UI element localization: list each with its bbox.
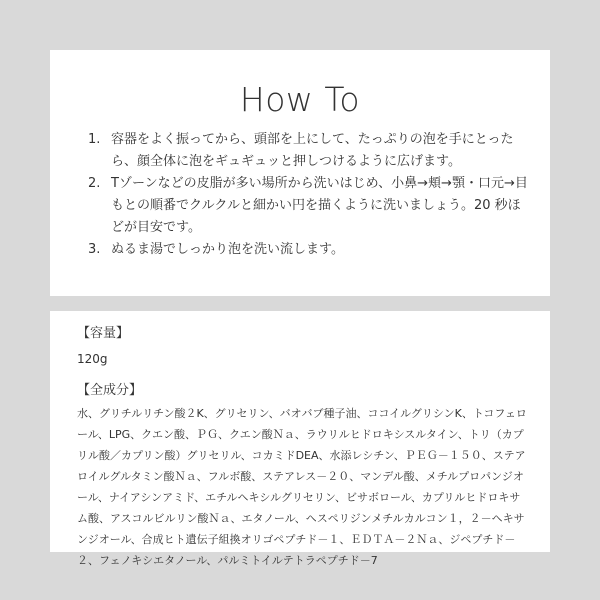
capacity-value: 120g: [77, 352, 108, 366]
step-text: 容器をよく振ってから、頭部を上にして、たっぷりの泡を手にとったら、顔全体に泡をギュギュッと押しつけるように広げます。: [111, 132, 514, 169]
steps-list: [88, 129, 528, 261]
step-item: [88, 129, 528, 173]
ingredients-text: 水、グリチルリチン酸２K、グリセリン、バオバブ種子油、ココイルグリシンK、トコフェロール、LPG、クエン酸、ＰＧ、クエン酸Ｎａ、ラウリルヒドロキシスルタイン、トリ（カプリル酸／カプリン酸）グリセリル、コカミドDEA、水添レシチン、ＰＥＧ－１５０、ステアロイルグルタミン酸Ｎａ、フルボ酸、ステアレス－２０、マンデル酸、メチルプロパンジオール、ナイアシンアミド、エチルヘキシルグリセリン、ビサボロール、カプリルヒドロキサム酸、アスコルビルリン酸Ｎａ、エタノール、ヘスペリジンメチルカルコン１，２－ヘキサンジオール、合成ヒト遺伝子組換オリゴペプチド－１、ＥＤＴＡ－２Ｎａ、ジペプチド－２、フェノキシエタノール、パルミトイルテトラペプチド－7: [77, 407, 527, 567]
product-info-card: [50, 311, 550, 567]
ingredients-label: 【全成分】: [77, 383, 143, 398]
step-number: 2.: [88, 176, 101, 191]
step-item: [88, 173, 528, 239]
step-number: 3.: [88, 242, 101, 257]
step-text: Tゾーンなどの皮脂が多い場所から洗いはじめ、小鼻→頬→顎・口元→目もとの順番でクルクルと細かい円を描くように洗いましょう。20 秒ほどが目安です。: [111, 176, 528, 235]
capacity-label: 【容量】: [77, 326, 130, 341]
how-to-card: [50, 50, 550, 296]
step-number: 1.: [88, 132, 101, 147]
step-text: ぬるま湯でしっかり泡を洗い流します。: [111, 242, 344, 257]
how-to-title: How To: [239, 80, 361, 119]
step-item: [88, 239, 528, 261]
